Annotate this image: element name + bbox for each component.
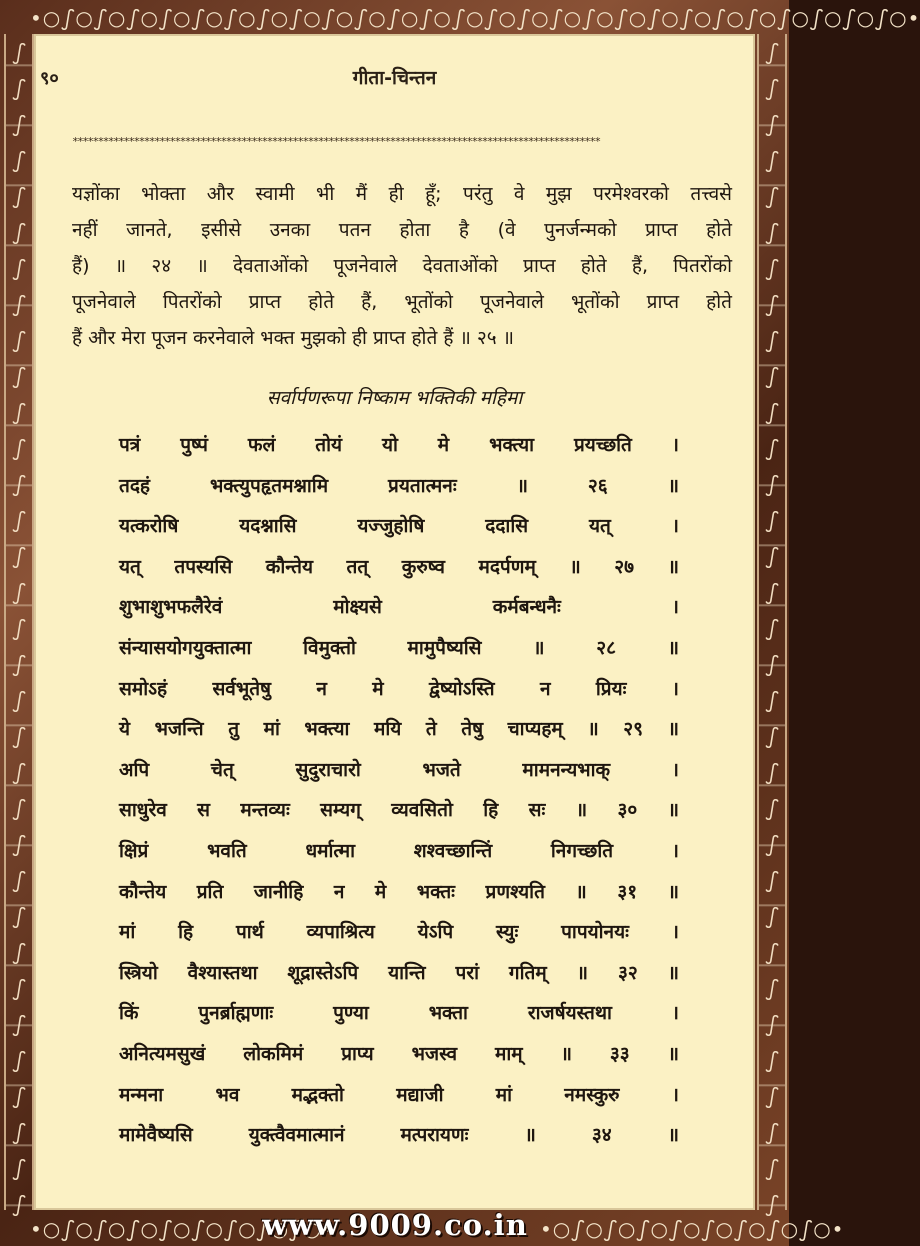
website-link[interactable]: www.9009.co.in: [262, 1208, 528, 1242]
verse-line: संन्यासयोगयुक्तात्मा विमुक्तो मामुपैष्यसि ॥ २८ ॥: [119, 636, 679, 659]
verse-line: यत्करोषि यदश्नासि यज्जुहोषि ददासि यत् ।: [119, 515, 679, 538]
verse-line: मां हि पार्थ व्यपाश्रित्य येऽपि स्युः पापयोनयः ।: [119, 921, 679, 944]
paragraph-line: पूजनेवाले पितरोंको प्राप्त होते हैं, भूतोंको पूजनेवाले भूतोंको प्राप्त होते: [72, 291, 732, 313]
paragraph-line: यज्ञोंका भोक्ता और स्वामी भी मैं ही हूँ; परंतु वे मुझ परमेश्वरको तत्त्वसे: [72, 183, 732, 205]
verse-line: पत्रं पुष्पं फलं तोयं यो मे भक्त्या प्रयच्छति ।: [119, 434, 679, 456]
section-heading: सर्वार्पणरूपा निष्काम भक्तिकी महिमा: [266, 387, 523, 409]
running-title: गीता-चिन्तन: [352, 67, 437, 89]
verse-line: अपि चेत् सुदुराचारो भजते मामनन्यभाक् ।: [119, 758, 679, 781]
verse-line: क्षिप्रं भवति धर्मात्मा शश्वच्छान्तिं निगच्छति ।: [119, 839, 679, 862]
ornament-border-top: •○ഽ○ഽ○ഽ○ഽ○ഽ○ഽ○ഽ○ഽ○ഽ○ഽ○ഽ○ഽ○ഽ○ഽ○ഽ○ഽ○ഽ○ഽ○ഽ○ഽ○ഽ○ഽ○ഽ○ഽ○ഽ○ഽ○•: [30, 6, 920, 30]
verse-line: ये भजन्ति तु मां भक्त्या मयि ते तेषु चाप्यहम् ॥ २९ ॥: [119, 718, 679, 741]
verse-line: किं पुनर्ब्राह्मणाः पुण्या भक्ता राजर्षयस्तथा ।: [119, 1002, 679, 1025]
ornament-border-right: ഽ ഽ ഽ ഽ ഽ ഽ ഽ ഽ ഽ ഽ ഽ ഽ ഽ ഽ ഽ ഽ ഽ ഽ ഽ ഽ ഽ ഽ ഽ ഽ ഽ ഽ ഽ ഽ ഽ ഽ ഽ ഽ ഽ: [757, 34, 787, 1210]
verse-line: मन्मना भव मद्भक्तो मद्याजी मां नमस्कुरु ।: [119, 1083, 679, 1106]
ornament-border-left: ഽ ഽ ഽ ഽ ഽ ഽ ഽ ഽ ഽ ഽ ഽ ഽ ഽ ഽ ഽ ഽ ഽ ഽ ഽ ഽ ഽ ഽ ഽ ഽ ഽ ഽ ഽ ഽ ഽ ഽ ഽ ഽ ഽ: [4, 34, 34, 1210]
verse-line: मामेवैष्यसि युक्त्वैवमात्मानं मत्परायणः ॥ ३४ ॥: [119, 1124, 679, 1147]
verse-line: साधुरेव स मन्तव्यः सम्यग् व्यवसितो हि सः ॥ ३० ॥: [119, 799, 679, 822]
commentary-paragraph: [72, 176, 732, 356]
paragraph-line: हैं और मेरा पूजन करनेवाले भक्त मुझको ही प्राप्त होते हैं ॥ २५ ॥: [72, 327, 515, 349]
verse-line: शुभाशुभफलैरेवं मोक्ष्यसे कर्मबन्धनैः ।: [119, 596, 679, 619]
verse-line: कौन्तेय प्रति जानीहि न मे भक्तः प्रणश्यति ॥ ३१ ॥: [119, 880, 679, 903]
asterisk-divider: *******************************************************************************************************: [72, 135, 600, 148]
verse-line: समोऽहं सर्वभूतेषु न मे द्वेष्योऽस्ति न प्रियः ।: [119, 677, 679, 700]
verse-line: तदहं भक्त्युपहृतमश्नामि प्रयतात्मनः ॥ २६ ॥: [119, 474, 679, 497]
page-number: ९०: [40, 68, 59, 89]
verse-line: अनित्यमसुखं लोकमिमं प्राप्य भजस्व माम् ॥ ३३ ॥: [119, 1042, 679, 1065]
ornament-border-bottom-right: •○ഽ○ഽ○ഽ○ഽ○ഽ○ഽ○ഽ○ഽ○•: [540, 1217, 845, 1241]
verse-block: [119, 425, 679, 1156]
ornament-border-bottom-left: •○ഽ○ഽ○ഽ○ഽ○ഽ○ഽ○ഽ○ഽ○•: [30, 1217, 335, 1241]
paragraph-line: हैं) ॥ २४ ॥ देवताओंको पूजनेवाले देवताओंको प्राप्त होते हैं, पितरोंको: [72, 255, 732, 277]
paragraph-line: नहीं जानते, इसीसे उनका पतन होता है (वे पुनर्जन्मको प्राप्त होते: [72, 219, 732, 241]
verse-line: स्त्रियो वैश्यास्तथा शूद्रास्तेऽपि यान्ति परां गतिम् ॥ ३२ ॥: [119, 961, 679, 984]
verse-line: यत् तपस्यसि कौन्तेय तत् कुरुष्व मदर्पणम् ॥ २७ ॥: [119, 555, 679, 578]
